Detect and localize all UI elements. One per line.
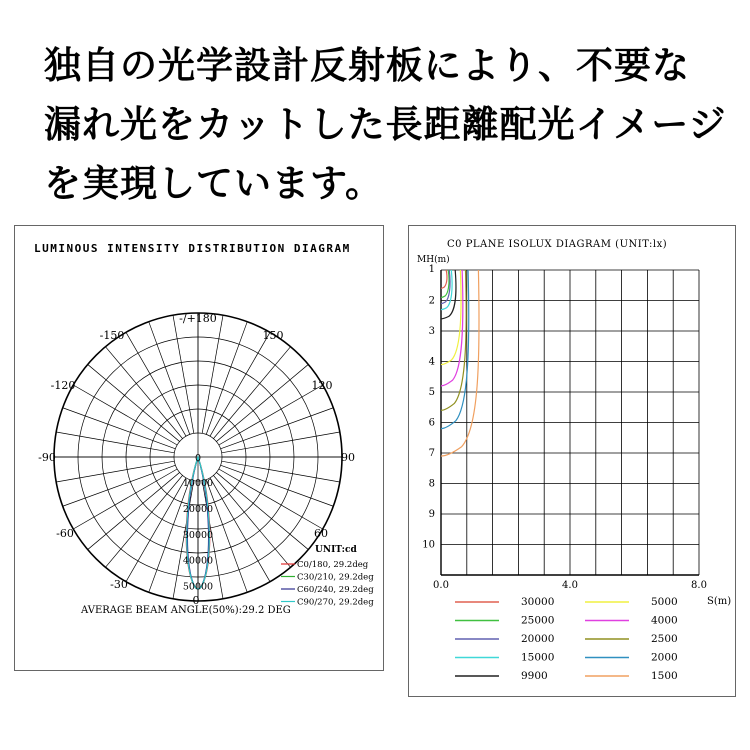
angle-label-neg120: -120 bbox=[50, 379, 76, 392]
polar-spoke bbox=[88, 472, 180, 549]
isolux-y-tick: 7 bbox=[428, 448, 435, 459]
isolux-legend-value: 15000 bbox=[521, 651, 555, 664]
isolux-contour bbox=[441, 270, 449, 297]
polar-spoke bbox=[216, 472, 308, 549]
polar-spoke bbox=[63, 465, 176, 506]
angle-label-150: 150 bbox=[262, 329, 284, 342]
isolux-legend-value: 25000 bbox=[521, 614, 555, 627]
polar-spoke bbox=[173, 315, 194, 433]
isolux-y-tick: 5 bbox=[428, 387, 435, 398]
angle-label-neg90: -90 bbox=[38, 451, 56, 464]
isolux-x-axis-label: S(m) bbox=[707, 596, 732, 607]
isolux-y-tick: 2 bbox=[428, 295, 435, 307]
isolux-panel bbox=[408, 225, 736, 697]
polar-legend-label: C30/210, 29.2deg bbox=[297, 572, 374, 583]
polar-title: LUMINOUS INTENSITY DISTRIBUTION DIAGRAM bbox=[34, 242, 351, 255]
beam-angle-text: AVERAGE BEAM ANGLE(50%):29.2 DEG bbox=[81, 605, 291, 616]
polar-spoke bbox=[221, 408, 334, 449]
angle-label-neg60: -60 bbox=[56, 527, 74, 540]
isolux-y-tick: 10 bbox=[422, 539, 435, 551]
radial-label: 10000 bbox=[182, 477, 214, 489]
isolux-y-tick: 4 bbox=[428, 356, 435, 368]
isolux-diagram-svg bbox=[409, 226, 735, 696]
polar-diagram-svg bbox=[15, 226, 383, 670]
polar-legend-label: C60/240, 29.2deg bbox=[297, 585, 374, 595]
angle-label-neg150: -150 bbox=[99, 329, 125, 342]
polar-spoke bbox=[56, 461, 174, 482]
polar-spoke bbox=[213, 347, 290, 439]
polar-spoke bbox=[222, 461, 340, 482]
isolux-legend-value: 30000 bbox=[521, 596, 555, 608]
isolux-legend-value: 2000 bbox=[651, 651, 678, 664]
radial-label: 40000 bbox=[182, 555, 214, 567]
isolux-legend-value: 20000 bbox=[521, 633, 555, 645]
polar-spoke bbox=[63, 408, 176, 449]
headline-line-3: を実現しています。 bbox=[44, 162, 384, 205]
angle-label-120: 120 bbox=[311, 379, 333, 392]
isolux-legend bbox=[455, 596, 678, 682]
polar-spoke bbox=[216, 364, 308, 441]
polar-spoke bbox=[56, 432, 174, 453]
headline-line-2: 漏れ光をカットした長距離配光イメージ bbox=[44, 103, 727, 146]
isolux-y-tick: 1 bbox=[428, 264, 435, 275]
isolux-y-ticks bbox=[422, 264, 435, 551]
isolux-y-tick: 3 bbox=[428, 326, 435, 337]
polar-spoke bbox=[105, 475, 182, 567]
isolux-legend-value: 4000 bbox=[651, 614, 678, 627]
radial-label: 30000 bbox=[182, 529, 214, 541]
polar-unit-label: UNIT:cd bbox=[315, 545, 357, 555]
polar-legend-label: C0/180, 29.2deg bbox=[297, 560, 369, 570]
polar-legend-label: C90/270, 29.2deg bbox=[297, 597, 374, 608]
isolux-y-axis-label: MH(m) bbox=[417, 255, 450, 265]
polar-spoke bbox=[88, 364, 180, 441]
isolux-x-ticks bbox=[433, 580, 707, 591]
isolux-legend-value: 5000 bbox=[651, 596, 678, 608]
isolux-y-tick: 8 bbox=[428, 478, 435, 490]
angle-label-0: 0 bbox=[192, 594, 200, 607]
isolux-grid bbox=[441, 270, 699, 575]
polar-spoke bbox=[221, 465, 334, 506]
isolux-title: C0 PLANE ISOLUX DIAGRAM (UNIT:lx) bbox=[447, 239, 668, 250]
polar-spoke bbox=[202, 315, 223, 433]
polar-spoke bbox=[206, 322, 247, 435]
luminous-intensity-panel bbox=[14, 225, 384, 671]
isolux-x-tick: 0.0 bbox=[433, 580, 449, 591]
radial-label: 50000 bbox=[182, 581, 214, 593]
radial-label: 0 bbox=[194, 453, 202, 464]
isolux-x-tick: 4.0 bbox=[562, 580, 578, 591]
polar-spoke bbox=[213, 475, 290, 567]
isolux-legend-value: 9900 bbox=[521, 670, 548, 682]
isolux-contour bbox=[441, 270, 447, 288]
headline bbox=[44, 36, 734, 213]
isolux-y-tick: 9 bbox=[428, 509, 435, 520]
isolux-curves bbox=[441, 270, 479, 456]
angle-label-neg30: -30 bbox=[110, 578, 128, 591]
radial-label: 20000 bbox=[182, 503, 214, 515]
angle-label-60: 60 bbox=[314, 527, 328, 540]
polar-spoke bbox=[222, 432, 340, 453]
isolux-legend-value: 2500 bbox=[651, 633, 678, 645]
polar-legend bbox=[281, 560, 374, 608]
isolux-x-tick: 8.0 bbox=[691, 580, 707, 591]
isolux-legend-value: 1500 bbox=[651, 670, 678, 682]
polar-spoke bbox=[105, 347, 182, 439]
isolux-y-tick: 6 bbox=[428, 417, 435, 429]
polar-spoke bbox=[149, 322, 190, 435]
headline-line-1: 独自の光学設計反射板により、不要な bbox=[44, 44, 690, 87]
angle-label-90: 90 bbox=[341, 451, 355, 464]
isolux-contour bbox=[441, 270, 461, 365]
angle-label-180: -/+180 bbox=[179, 312, 217, 325]
